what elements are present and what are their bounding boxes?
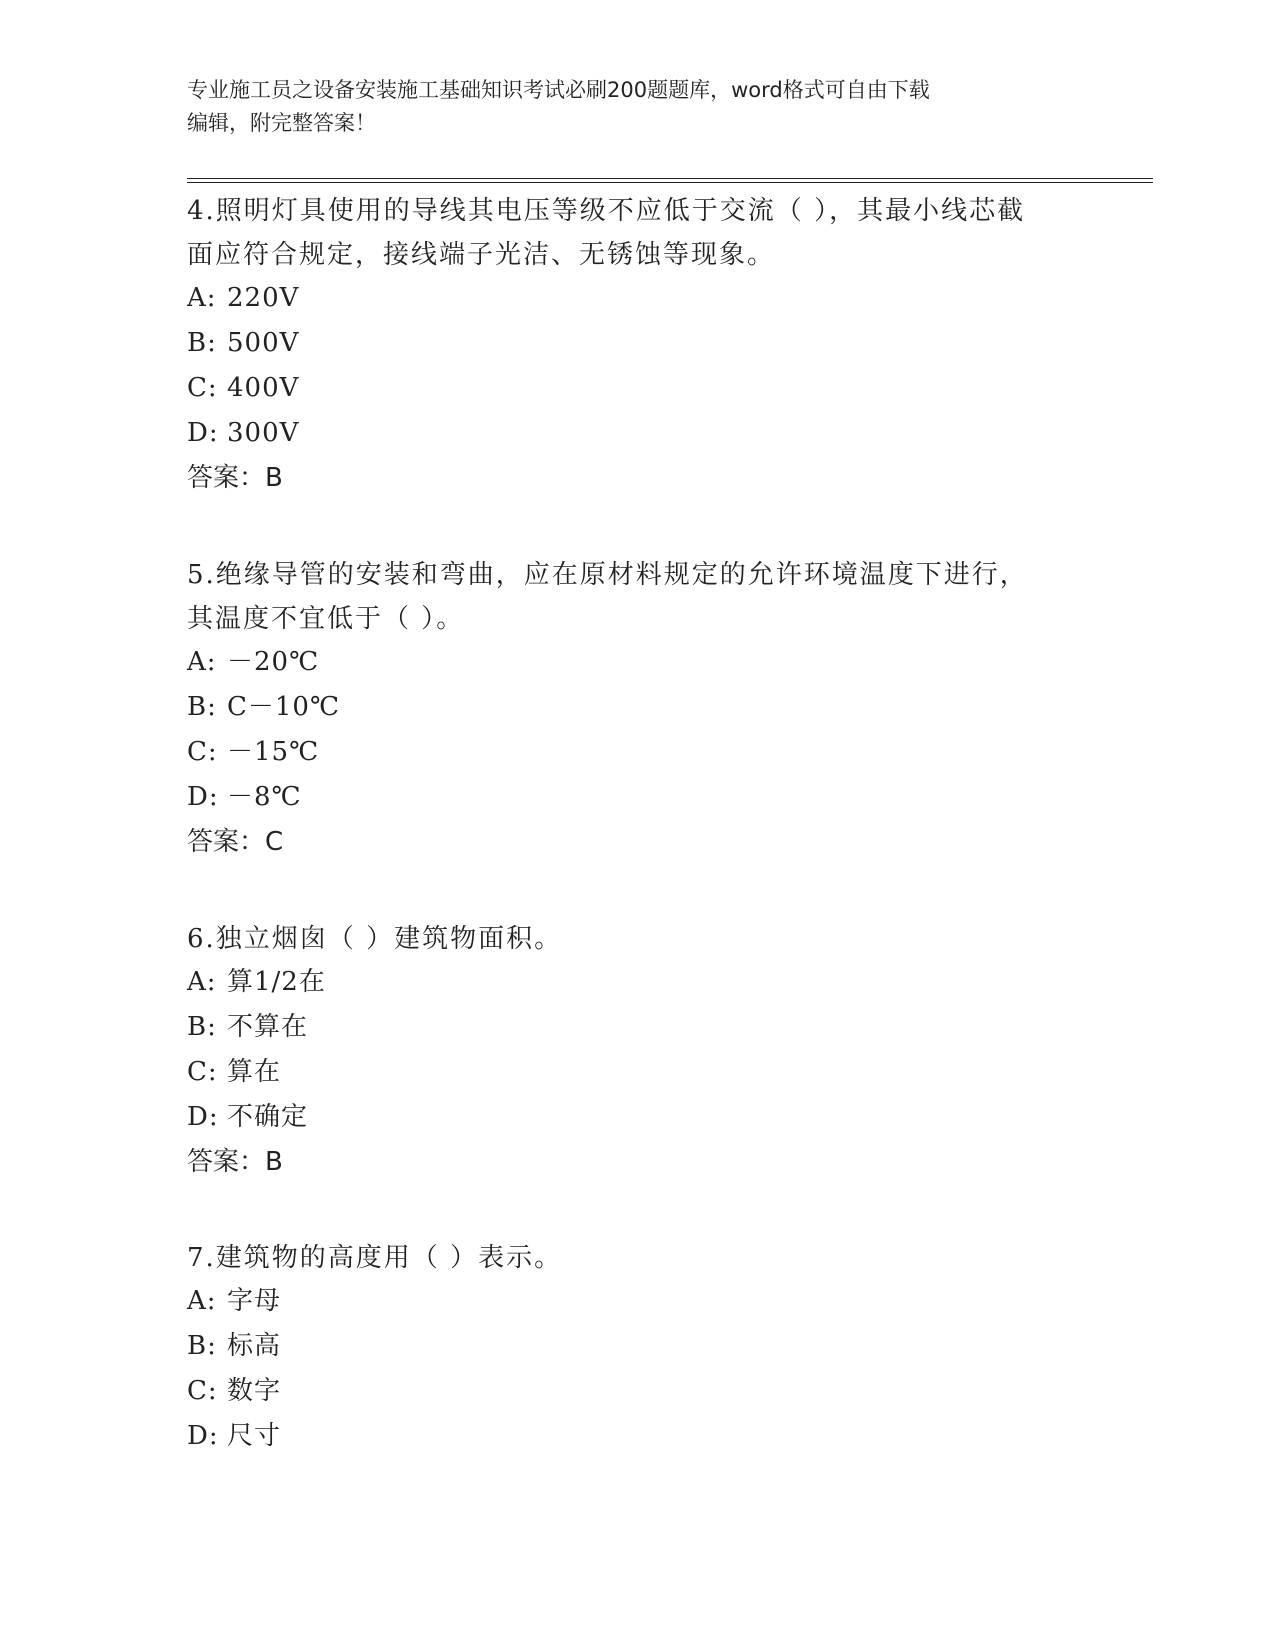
option-text: －20℃	[227, 647, 320, 677]
answer-line: 答案：C	[187, 827, 284, 857]
question-stem	[187, 189, 1087, 277]
option-letter: B:	[187, 692, 217, 722]
option-c	[187, 737, 1087, 782]
question-stem-line-2: 面应符合规定，接线端子光洁、无锈蚀等现象。	[187, 240, 776, 270]
option-b	[187, 1012, 1087, 1057]
option-letter: A:	[187, 1286, 217, 1316]
option-d	[187, 1102, 1087, 1147]
question-4	[187, 189, 1087, 493]
option-b	[187, 692, 1087, 737]
option-letter: B:	[187, 1331, 217, 1361]
option-text: 400V	[227, 373, 300, 403]
option-text: 字母	[227, 1286, 282, 1316]
question-stem-line-1: 6.独立烟囱（ ）建筑物面积。	[187, 924, 563, 954]
option-d	[187, 418, 1087, 463]
option-text: 不算在	[227, 1012, 309, 1042]
question-stem-line-1: 7.建筑物的高度用（ ）表示。	[187, 1243, 563, 1273]
document-header	[187, 74, 1087, 140]
option-a	[187, 1286, 1087, 1331]
option-b	[187, 328, 1087, 373]
option-text: －8℃	[227, 782, 302, 812]
option-text: 尺寸	[227, 1421, 282, 1451]
option-letter: A:	[187, 647, 217, 677]
option-text: 标高	[227, 1331, 282, 1361]
option-letter: D:	[187, 1421, 219, 1451]
option-letter: C:	[187, 1057, 218, 1087]
option-letter: C:	[187, 373, 218, 403]
question-stem	[187, 917, 1087, 961]
option-a	[187, 967, 1087, 1012]
option-letter: A:	[187, 283, 217, 313]
option-text: 300V	[227, 418, 300, 448]
option-letter: C:	[187, 737, 218, 767]
option-letter: D:	[187, 1102, 219, 1132]
header-divider-top	[187, 178, 1153, 179]
option-text: 算在	[227, 1057, 282, 1087]
option-c	[187, 1057, 1087, 1102]
option-list	[187, 1286, 1087, 1466]
option-letter: C:	[187, 1376, 218, 1406]
option-text: 算1/2在	[227, 967, 326, 997]
header-title-line-1: 专业施工员之设备安装施工基础知识考试必刷200题题库，word格式可自由下载	[187, 78, 930, 102]
question-stem	[187, 553, 1087, 641]
option-text: 220V	[227, 283, 300, 313]
option-a	[187, 283, 1087, 328]
option-list	[187, 283, 1087, 463]
question-5	[187, 553, 1087, 857]
option-text: 500V	[227, 328, 300, 358]
option-letter: B:	[187, 328, 217, 358]
answer-line: 答案：B	[187, 1147, 283, 1177]
option-text: C－10℃	[227, 692, 341, 722]
option-d	[187, 1421, 1087, 1466]
question-stem-line-1: 4.照明灯具使用的导线其电压等级不应低于交流（ ），其最小线芯截	[187, 196, 1026, 226]
header-title-line-2: 编辑，附完整答案！	[187, 111, 376, 135]
option-list	[187, 967, 1087, 1147]
header-divider-bottom	[187, 182, 1153, 183]
option-letter: A:	[187, 967, 217, 997]
answer-line: 答案：B	[187, 463, 283, 493]
option-letter: B:	[187, 1012, 217, 1042]
question-stem	[187, 1236, 1087, 1280]
option-b	[187, 1331, 1087, 1376]
option-list	[187, 647, 1087, 827]
option-text: 不确定	[227, 1102, 309, 1132]
question-stem-line-2: 其温度不宜低于（ ）。	[187, 604, 465, 634]
option-a	[187, 647, 1087, 692]
question-7	[187, 1236, 1087, 1466]
question-6	[187, 917, 1087, 1177]
option-text: 数字	[227, 1376, 282, 1406]
option-c	[187, 1376, 1087, 1421]
option-c	[187, 373, 1087, 418]
option-letter: D:	[187, 782, 219, 812]
option-d	[187, 782, 1087, 827]
question-stem-line-1: 5.绝缘导管的安装和弯曲，应在原材料规定的允许环境温度下进行，	[187, 560, 1028, 590]
option-text: －15℃	[227, 737, 320, 767]
option-letter: D:	[187, 418, 219, 448]
